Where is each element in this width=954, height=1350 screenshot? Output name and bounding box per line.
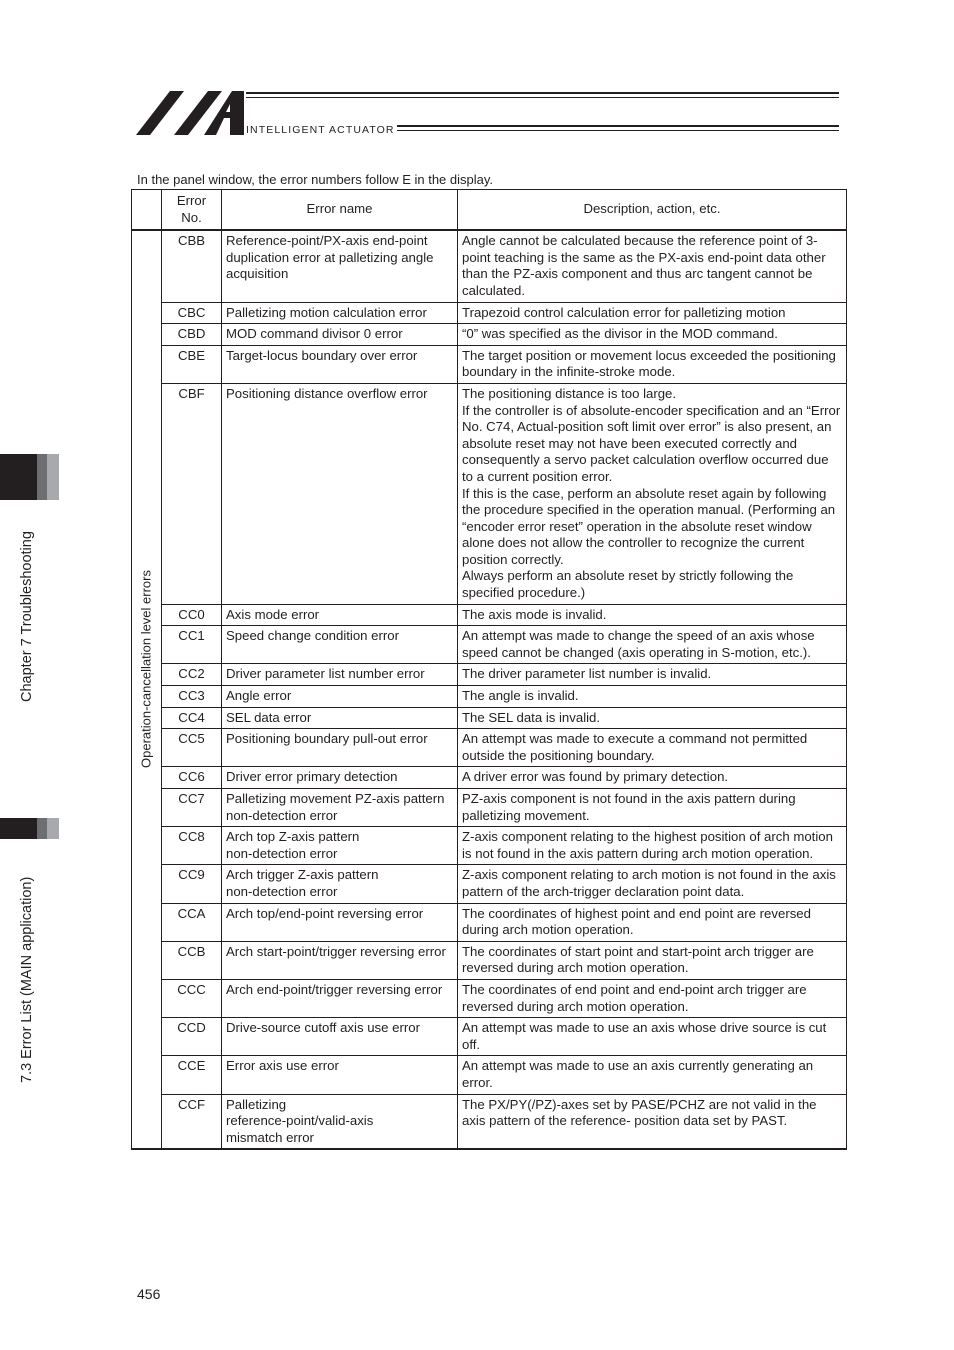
error-name: Target-locus boundary over error bbox=[222, 345, 458, 383]
error-code: CC7 bbox=[162, 789, 222, 827]
table-row bbox=[132, 1018, 847, 1056]
error-description: The coordinates of end point and end-point arch trigger are reversed during arch motion operation. bbox=[458, 979, 847, 1017]
table-row bbox=[132, 789, 847, 827]
error-code: CCB bbox=[162, 941, 222, 979]
category-label: Operation-cancellation level errors bbox=[138, 569, 154, 768]
error-description: A driver error was found by primary detection. bbox=[458, 767, 847, 789]
error-description: The axis mode is invalid. bbox=[458, 604, 847, 626]
side-tab-chapter bbox=[0, 454, 37, 500]
error-code: CBD bbox=[162, 324, 222, 346]
error-name: Arch trigger Z-axis pattern non-detection error bbox=[222, 865, 458, 903]
brand-text: INTELLIGENT ACTUATOR bbox=[246, 124, 395, 136]
category-cell bbox=[132, 230, 162, 1149]
error-name: Arch top/end-point reversing error bbox=[222, 903, 458, 941]
error-name: Palletizing motion calculation error bbox=[222, 302, 458, 324]
table-row bbox=[132, 604, 847, 626]
error-description: The coordinates of highest point and end point are reversed during arch motion operation. bbox=[458, 903, 847, 941]
error-code: CBC bbox=[162, 302, 222, 324]
table-row bbox=[132, 626, 847, 664]
error-description: Angle cannot be calculated because the reference point of 3-point teaching is the same as the PX-axis end-point data other than the PZ-axis component and thus arc tangent cannot be calculated. bbox=[458, 230, 847, 302]
table-row bbox=[132, 865, 847, 903]
header-error-name: Error name bbox=[222, 190, 458, 231]
error-code: CC5 bbox=[162, 729, 222, 767]
header-description: Description, action, etc. bbox=[458, 190, 847, 231]
error-description: Z-axis component relating to the highest position of arch motion is not found in the axis pattern during arch motion operation. bbox=[458, 827, 847, 865]
table-row bbox=[132, 903, 847, 941]
error-name: Driver parameter list number error bbox=[222, 664, 458, 686]
table-row bbox=[132, 686, 847, 708]
error-code: CCF bbox=[162, 1094, 222, 1149]
error-name: Driver error primary detection bbox=[222, 767, 458, 789]
table-row bbox=[132, 1094, 847, 1149]
header-category bbox=[132, 190, 162, 231]
error-code: CC3 bbox=[162, 686, 222, 708]
error-name: Arch end-point/trigger reversing error bbox=[222, 979, 458, 1017]
error-description: The target position or movement locus exceeded the positioning boundary in the infinite-stroke mode. bbox=[458, 345, 847, 383]
error-name: Arch start-point/trigger reversing error bbox=[222, 941, 458, 979]
error-code: CC1 bbox=[162, 626, 222, 664]
intro-text: In the panel window, the error numbers follow E in the display. bbox=[137, 172, 494, 187]
error-description: The PX/PY(/PZ)-axes set by PASE/PCHZ are not valid in the axis pattern of the reference- position data set by PAST. bbox=[458, 1094, 847, 1149]
error-description: An attempt was made to execute a command not permitted outside the positioning boundary. bbox=[458, 729, 847, 767]
error-description: Trapezoid control calculation error for palletizing motion bbox=[458, 302, 847, 324]
side-tab-section-grey bbox=[37, 818, 47, 839]
error-description: The positioning distance is too large. If the controller is of absolute-encoder specification and an “Error No. C74, Actual-position soft limit over error” is also present, an absolute reset may not have been executed correctly and consequently a servo packet calculation overflow occurred due to a current position error. If this is the case, perform an absolute reset again by following the procedure specified in the operation manual. (Performing an “encoder error reset” operation in the absolute reset window alone does not allow the controller to recognize the current position correctly. Always perform an absolute reset by strictly following the specified procedure.) bbox=[458, 383, 847, 604]
side-tab-chapter-grey bbox=[37, 454, 47, 500]
error-name: Palletizing movement PZ-axis pattern non-detection error bbox=[222, 789, 458, 827]
side-section-label: 7.3 Error List (MAIN application) bbox=[19, 876, 35, 1083]
error-description: An attempt was made to use an axis whose drive source is cut off. bbox=[458, 1018, 847, 1056]
error-code: CBF bbox=[162, 383, 222, 604]
error-description: An attempt was made to use an axis currently generating an error. bbox=[458, 1056, 847, 1094]
error-code: CC0 bbox=[162, 604, 222, 626]
table-row bbox=[132, 827, 847, 865]
error-description: “0” was specified as the divisor in the MOD command. bbox=[458, 324, 847, 346]
error-description: The SEL data is invalid. bbox=[458, 707, 847, 729]
error-code: CC2 bbox=[162, 664, 222, 686]
error-name: Palletizing reference-point/valid-axis mismatch error bbox=[222, 1094, 458, 1149]
table-row bbox=[132, 1056, 847, 1094]
header-rule-bottom-1 bbox=[397, 125, 839, 127]
table-row bbox=[132, 230, 847, 302]
header-rule-bottom-2 bbox=[397, 130, 839, 131]
error-code: CCD bbox=[162, 1018, 222, 1056]
table-row bbox=[132, 664, 847, 686]
error-code: CC6 bbox=[162, 767, 222, 789]
error-code: CC8 bbox=[162, 827, 222, 865]
error-code: CC4 bbox=[162, 707, 222, 729]
table-header-row bbox=[132, 190, 847, 231]
error-name: Positioning distance overflow error bbox=[222, 383, 458, 604]
table-row bbox=[132, 979, 847, 1017]
error-name: Arch top Z-axis pattern non-detection error bbox=[222, 827, 458, 865]
error-code: CBB bbox=[162, 230, 222, 302]
error-code: CC9 bbox=[162, 865, 222, 903]
error-description: PZ-axis component is not found in the axis pattern during palletizing movement. bbox=[458, 789, 847, 827]
error-name: Angle error bbox=[222, 686, 458, 708]
table-row bbox=[132, 383, 847, 604]
table-row bbox=[132, 345, 847, 383]
side-tab-section-grey-light bbox=[47, 818, 59, 839]
error-name: Axis mode error bbox=[222, 604, 458, 626]
header-rule-top-2 bbox=[246, 97, 839, 98]
error-table bbox=[131, 189, 847, 1150]
table-row bbox=[132, 941, 847, 979]
header-error-no: Error No. bbox=[162, 190, 222, 231]
error-description: Z-axis component relating to arch motion is not found in the axis pattern of the arch-trigger declaration point data. bbox=[458, 865, 847, 903]
side-tab-section bbox=[0, 818, 37, 839]
error-description: The coordinates of start point and start-point arch trigger are reversed during arch motion operation. bbox=[458, 941, 847, 979]
error-name: MOD command divisor 0 error bbox=[222, 324, 458, 346]
table-row bbox=[132, 767, 847, 789]
company-logo bbox=[136, 90, 246, 136]
page-number: 456 bbox=[137, 1286, 161, 1302]
error-description: The driver parameter list number is invalid. bbox=[458, 664, 847, 686]
header-rule-top-1 bbox=[246, 92, 839, 94]
error-code: CBE bbox=[162, 345, 222, 383]
error-description: The angle is invalid. bbox=[458, 686, 847, 708]
error-name: Positioning boundary pull-out error bbox=[222, 729, 458, 767]
error-code: CCE bbox=[162, 1056, 222, 1094]
error-name: Error axis use error bbox=[222, 1056, 458, 1094]
table-row bbox=[132, 707, 847, 729]
error-name: SEL data error bbox=[222, 707, 458, 729]
table-row bbox=[132, 302, 847, 324]
error-name: Reference-point/PX-axis end-point duplication error at palletizing angle acquisition bbox=[222, 230, 458, 302]
table-row bbox=[132, 729, 847, 767]
error-description: An attempt was made to change the speed of an axis whose speed cannot be changed (axis operating in S-motion, etc.). bbox=[458, 626, 847, 664]
error-code: CCC bbox=[162, 979, 222, 1017]
side-tab-chapter-grey-light bbox=[47, 454, 59, 500]
side-chapter-label: Chapter 7 Troubleshooting bbox=[19, 531, 35, 702]
table-row bbox=[132, 324, 847, 346]
error-name: Drive-source cutoff axis use error bbox=[222, 1018, 458, 1056]
error-name: Speed change condition error bbox=[222, 626, 458, 664]
error-code: CCA bbox=[162, 903, 222, 941]
